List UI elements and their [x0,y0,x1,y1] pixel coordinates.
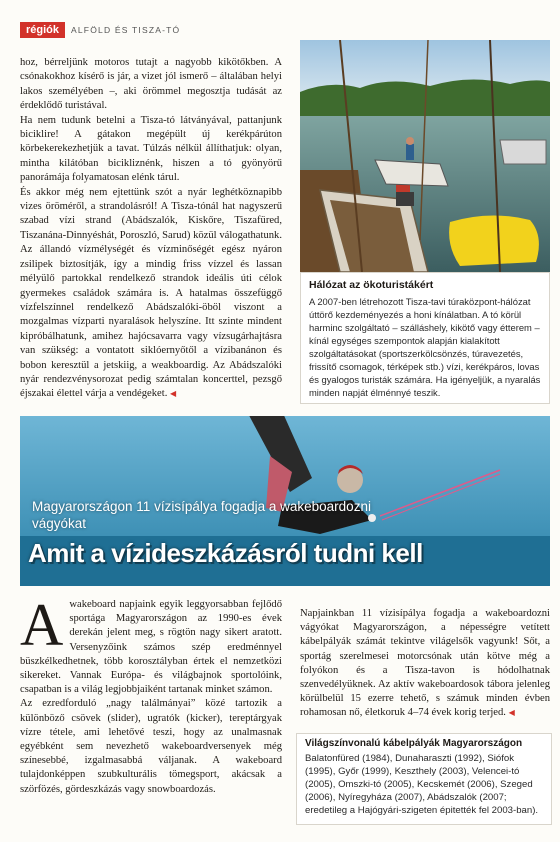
article-paragraph: Ha nem tudunk betelni a Tisza-tó látványával, pattanjunk biciklire! A gátakon megépült új kerékpárúton körbekerekezhetjük a tavat. Túlzás nélkül állíthatjuk: olyan, mintha kilátóban bicikliznénk, hiszen a tó gyönyörű panorámája folyamatosan elénk tárul. [20,114,282,184]
article-paragraph: Az ezredforduló „nagy találmányai” közé tartozik a különböző csövek (slider), ugratók (kicker), tereptárgyak vízre tétele, ami lehetővé teszi, hogy az unalmasnak egyébként sem nevezhető wakeboardversenyek még színesebbé, izgalmasabbá váljanak. A wakeboard tulajdonképpen szubkulturális tömegsport, akácsak a szörfözés, gördeszkázás vagy snowboardozás. [20,698,282,795]
top-article-column [20,56,282,402]
wakeboard-article-right [300,607,550,721]
section-title: ALFÖLD ÉS TISZA-TÓ [71,25,181,35]
eco-network-box [300,272,550,404]
eco-box-title: Hálózat az ökoturistákért [309,279,434,291]
page-header [20,22,180,38]
article-paragraph: wakeboard napjaink egyik leggyorsabban fejlődő sportága Magyarországon az 1990-es évek derekán jelent meg, s rögtön nagy sikert aratott. Versenyzőink számos szép eredménnyel büszkélkedhetnek, több korosztályban értek el nemzetközi sikereket. Vannak Európa- és világbajnok sportolóink, csapatban is a világ legjobbjaiként tartanak minket számon. [20,599,282,696]
article-paragraph: Napjainkban 11 vízisípálya fogadja a wakeboardozni vágyókat Magyarországon, a népességre vetített kábelpályák számát tekintve világelsők vagyunk! Sőt, a sportág szerelmesei motorcsónak után kötve még a folyókon és a Tisza-tavon is hódolhatnak szenvedélyüknek. Az aktív wakeboardosok tábora jelenleg körülbelül 15 ezerre tehető, s számuk minden évben rohamosan nő, életkoruk 4–74 évek korig terjed. ◀ [300,608,550,719]
cable-parks-box [296,733,552,825]
banner-subtitle: Magyarországon 11 vízisípálya fogadja a wakeboardozni vágyókat [32,499,371,531]
section-tag: régiók [20,22,65,38]
drop-cap: A [20,592,64,658]
article-paragraph: hoz, bérreljünk motoros tutajt a nagyobb kikötőkben. A csónakokhoz kísérő is jár, a vizet jól ismerő – általában helyi lakos személyében –, aki örömmel megosztja tudását az érdeklődő turistával. [20,57,282,112]
wakeboard-article-left [20,592,282,797]
article-paragraph: És akkor még nem ejtettünk szót a nyár leghétköznapibb vizes öröméről, a strandolásról! A Tisza-tónál hat nagyszerű szabad vízi strand (Abádszalók, Kiskőre, Tiszafüred, Tiszanána-Dinnyéshát, Poroszló, Sarud) közül válogathatunk. Az állandó vízmélységét és vízminőségét egész nyáron zsilipek biztosítják, így a mindig friss vízzel és lassan mélyülő partokkal rendelkező strandok ideális úti célok gyermekes családok számára is. A hatalmas összefüggő vízfelszínnel rendelkező Abádszalóki-öböl viszont a mozgalmas vízparti nyaralások helyszíne. Itt szinte mindent kipróbálhatunk, amihez hajócsavarra vagy vízsugárhajtásra van szükség: a vontatott siklóernyőtől a vízibanánon és bobon keresztül a jetskiig, a weakboardig. Az Abádszalóki nyár rendezvénysorozat pedig számtalan koncerttel, pezsgő éjszakai élettel várja a vendégeket. ◀ [20,186,282,400]
cable-box-title: Világszínvonalú kábelpályák Magyarországon [305,738,523,749]
eco-box-text: A 2007-ben létrehozott Tisza-tavi túraközpont-hálózat úttörő kezdeményezés a honi kínálatban. A tó körül harminc szolgáltató – szálláshely, kikötő vagy étterem – kínál egységes szempontok alapján kialakított szolgáltatásokat (sportszerkölcsönzés, túravezetés, frissítő csomagok, térképek stb.) vízi, kerékpáros, lovas és gyalogos turisták számára. Ha igényeljük, a nyaralás minden napját élménnyé teszik. [309,296,541,398]
cable-box-text: Balatonfüred (1984), Dunaharaszti (1992), Siófok (1995), Győr (1999), Keszthely (2003), Velencei-tó (2005), Omszki-tó (2005), Kecskemét (2006), Szeged (2006), Nyíregyháza (2007), Abádszalók (2007; eredetileg a Hajógyári-szigeten épitették fel 2003-ban). [305,753,539,816]
banner-title: Amit a vízideszkázásról tudni kell [28,538,423,568]
end-marker-icon: ◀ [170,389,177,399]
lake-boats-photo [300,40,550,272]
end-marker-icon: ◀ [508,708,515,718]
